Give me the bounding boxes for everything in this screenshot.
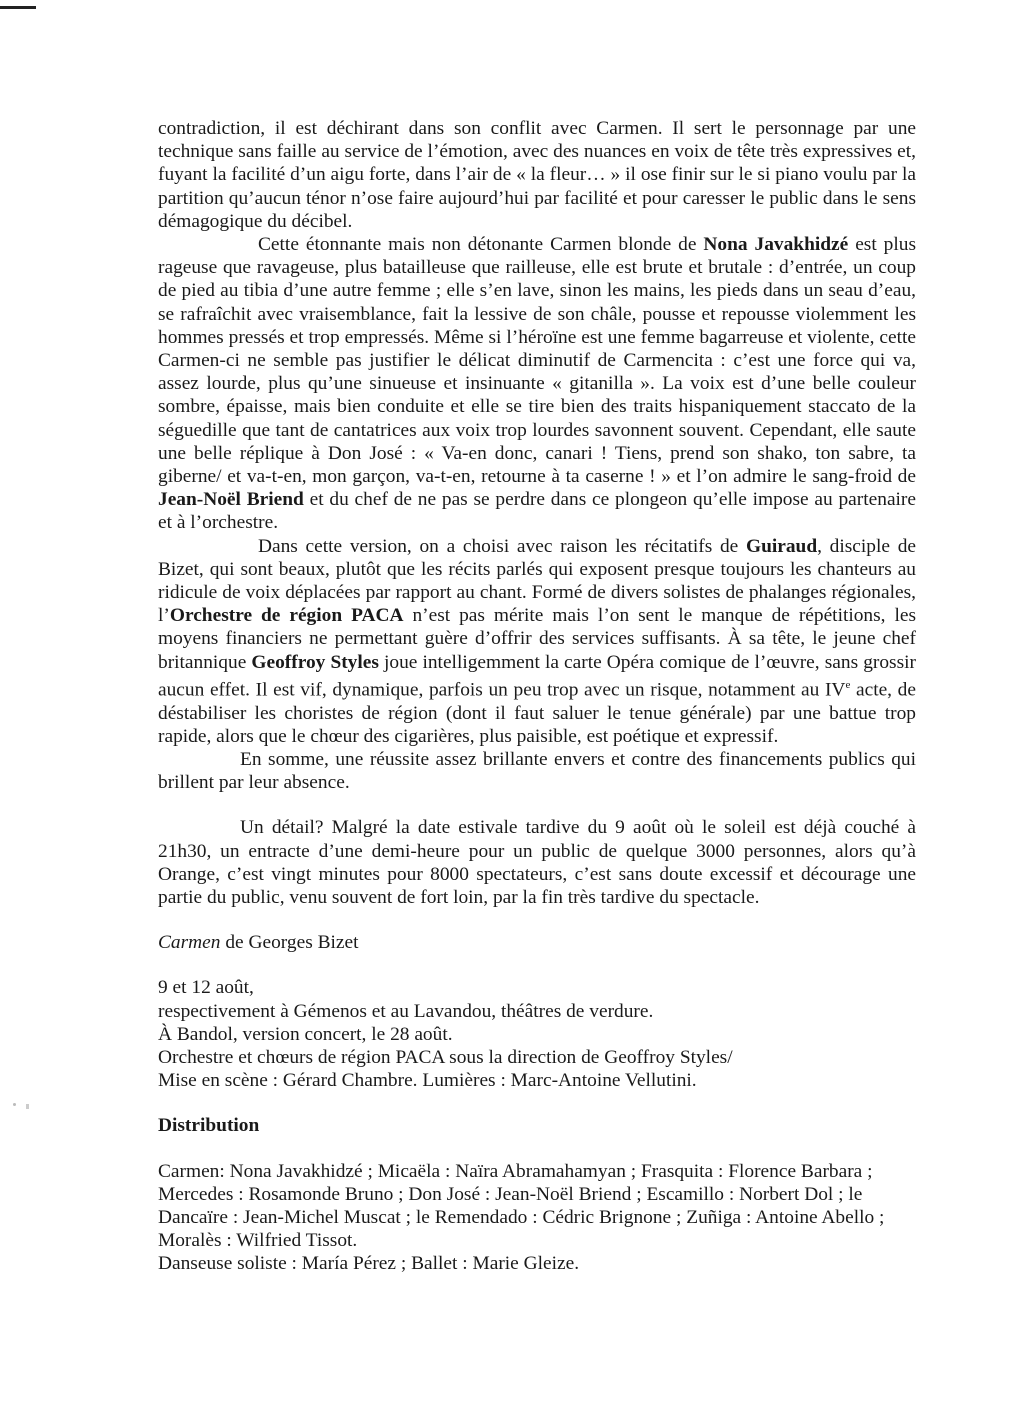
document-page [158,117,916,1276]
conductor-name: Geoffroy Styles [251,651,379,673]
review-paragraph-5 [158,816,916,909]
review-paragraph-3 [158,535,916,748]
review-paragraph-1 [158,117,916,233]
spacer [158,1092,916,1114]
paragraph-text: contradiction, il est déchirant dans son conflit avec Carmen. Il sert le personnage par une technique sans faille au service de l’émotion, avec des nuances en voix de tête très expressives et, fuyant la facilité d’un aigu forte, dans l’air de « la fleur… » il ose finir sur le si piano voulu par la partition qu’aucun ténor n’ose faire aujourd’hui par facilité et pour caresser le public dans le sens démagogique du décibel. [158,118,916,232]
bandol-performance: À Bandol, version concert, le 28 août. [158,1023,453,1045]
composer-credit: de Georges Bizet [220,932,359,954]
paragraph-text: , disciple de Bizet, qui sont beaux, plutôt que les récits parlés qui exposent presque toujours les chanteurs au ridicule de voix déplacées par rapport au chant. Formé de divers solistes de phalanges régionales, l’ [158,535,916,627]
spacer [158,1138,916,1160]
scan-corner-mark [0,6,36,9]
performance-venues: respectivement à Gémenos et au Lavandou, théâtres de verdure. [158,1000,654,1022]
paragraph-text: et du chef de ne pas se perdre dans ce plongeon qu’elle impose au partenaire et à l’orchestre. [158,489,916,534]
review-paragraph-4 [158,748,916,794]
paragraph-text: Un détail? Malgré la date estivale tardive du 9 août où le soleil est déjà couché à 21h30, un entracte d’une demi-heure pour un public de quelque 3000 personnes, alors qu’à Orange, c’est vingt minutes pour 8000 spectateurs, c’est sans doute excessif et décourage une partie du public, venu souvent de fort loin, par la fin très tardive du spectacle. [158,817,916,908]
distribution-heading: Distribution [158,1115,260,1137]
scan-speck [13,1103,16,1106]
cast-line: Dancaïre : Jean-Michel Muscat ; le Remendado : Cédric Brignone ; Zuñiga : Antoine Abello ; [158,1207,885,1228]
orchestra-credit: Orchestre et chœurs de région PACA sous la direction de Geoffroy Styles/ [158,1046,733,1068]
review-paragraph-2 [158,233,916,535]
spacer [158,794,916,816]
performance-dates: 9 et 12 août, [158,977,254,999]
paragraph-text: En somme, une réussite assez brillante envers et contre des financements publics qui brillent par leur absence. [158,748,916,794]
spacer [158,909,916,931]
production-title [158,931,916,954]
cast-line: Moralès : Wilfried Tissot. [158,1230,358,1252]
dancers-credit: Danseuse soliste : María Pérez ; Ballet : Marie Gleize. [158,1253,580,1275]
paragraph-text: n’est pas mérite mais l’on sent le manque de répétitions, les moyens financiers ne permettant guère d’offrir des services suffisants. À sa tête, le jeune chef britannique [158,605,917,673]
paragraph-text: est plus rageuse que ravageuse, plus batailleuse que railleuse, elle est brute et brutale : d’entrée, un coup de pied au tibia d’une autre femme ; elle s’en lave, sinon les mains, les pieds dans un seau d’eau, se rafraîchit avec vraisemblance, fait la lessive de son châle, pousse et repousse violemment les hommes pressés et trop empressés. Même si l’héroïne est une femme bagarreuse et violente, cette Carmen-ci ne semble pas justifier le délicat diminutif de Carmencita : c’est une force qui va, assez lourde, plus qu’une sinueuse et insinuante « gitanilla ». La voix est d’une belle couleur sombre, épaisse, mais bien conduite et elle se tire bien des traits hispaniquement staccato de la séguedille que tant de cantatrices aux voix trop lourdes savonnent souvent. Cependant, elle saute une belle réplique à Don José : « Va-en donc, canari ! Tiens, prend son shako, ton sabre, ta giberne/ et va-t-en, mon garçon, va-t-en, retourne à ta caserne ! » et l’on admire le sang-froid de [158,234,916,488]
paragraph-text: acte, de déstabiliser les choristes de région (dont il faut saluer le tenue générale) par une battue trop rapide, alors que le chœur des cigarières, plus paisible, est poétique et expressif. [158,679,916,747]
paragraph-text: Cette étonnante mais non détonante Carmen blonde de [258,234,704,256]
ordinal-superscript: e [845,678,851,691]
paragraph-text: joue intelligemment la carte Opéra comique de l’œuvre, sans grossir aucun effet. Il est vif, dynamique, parfois un peu trop avec un risque, notamment au IV [158,651,916,701]
opera-title: Carmen [158,932,221,954]
singer-name-carmen: Nona Javakhidzé [703,234,849,256]
orchestra-name: Orchestre de région PACA [169,605,404,627]
cast-line: Mercedes : Rosamonde Bruno ; Don José : Jean-Noël Briend ; Escamillo : Norbert Dol ; le [158,1183,863,1205]
spacer [158,954,916,976]
scan-speck [26,1104,29,1109]
composer-name-guiraud: Guiraud [746,535,818,557]
singer-name-don-jose: Jean-Noël Briend [158,489,304,511]
cast-line: Carmen: Nona Javakhidzé ; Micaëla : Naïra Abramahamyan ; Frasquita : Florence Barbara ; [158,1160,873,1182]
paragraph-text: Dans cette version, on a choisi avec raison les récitatifs de [258,535,746,557]
staging-credit: Mise en scène : Gérard Chambre. Lumières : Marc-Antoine Vellutini. [158,1070,697,1092]
